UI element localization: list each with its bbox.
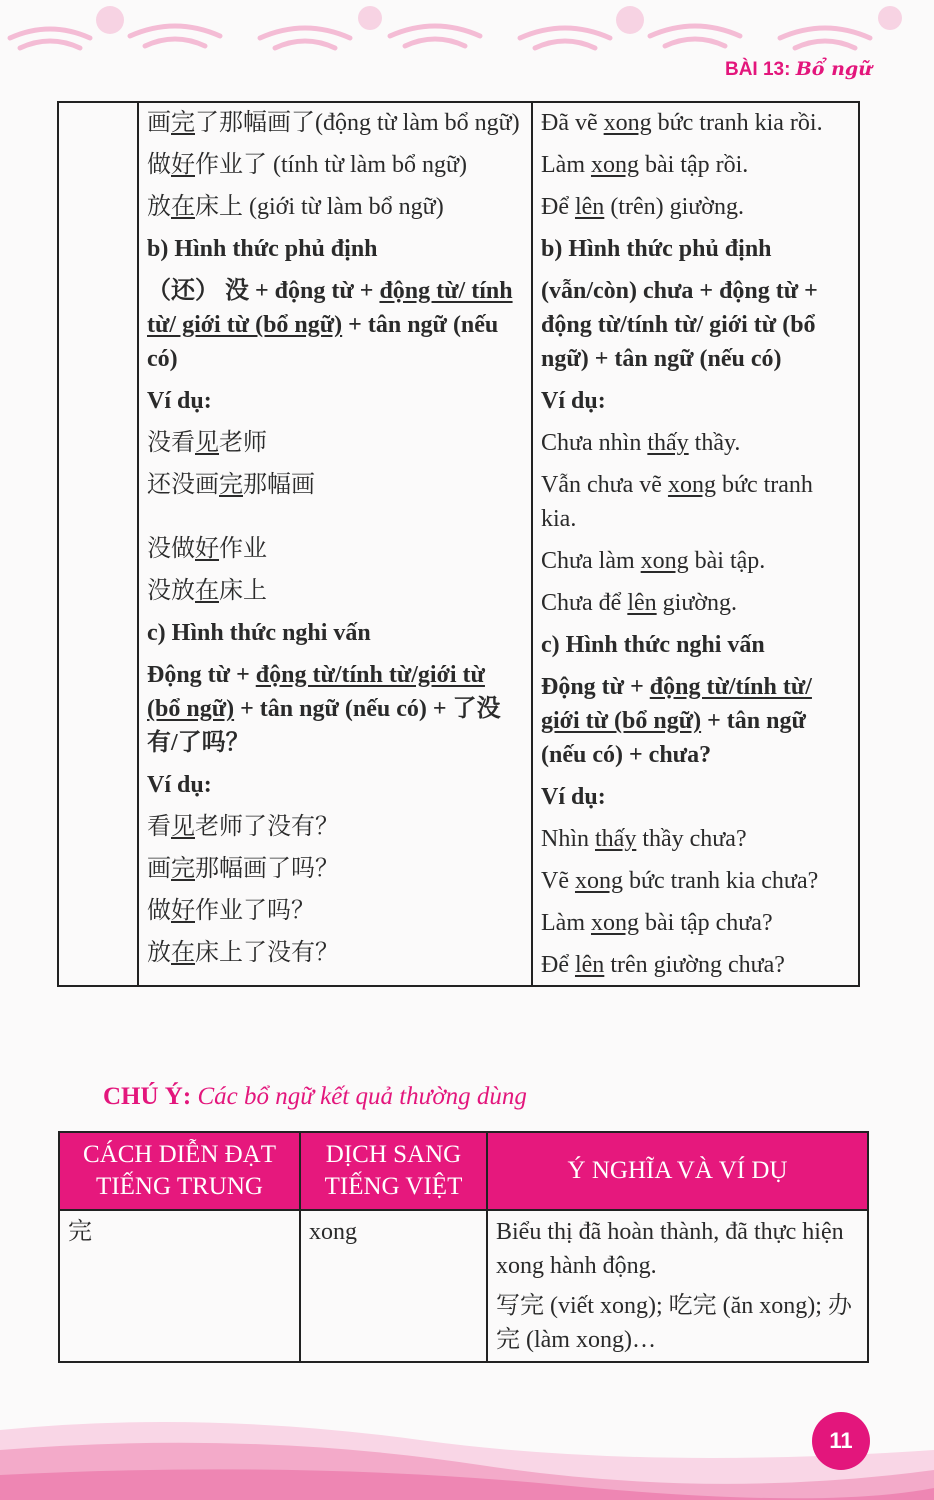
underlined-segment: xong [590,910,639,936]
vietnamese-line [533,143,858,187]
underlined-segment: động từ/tính từ/giới từ (bổ ngữ) [147,662,485,722]
vietnamese-column [532,102,859,986]
text-segment: 放 [147,194,171,220]
underlined-segment: 见 [171,814,195,840]
header-chinese: CÁCH DIỄN ĐẠT TIẾNG TRUNG [59,1132,300,1210]
text-segment: Động từ + [541,674,650,700]
top-decoration [0,0,934,60]
chinese-line [139,529,531,569]
underlined-segment: 完 [219,472,243,498]
text-segment: 床上 (giới từ làm bổ ngữ) [195,194,444,220]
text-segment: thầy chưa? [636,826,747,852]
underlined-segment: 见 [195,430,219,456]
vietnamese-line [533,103,858,143]
underlined-segment: lên [574,194,605,220]
vietnamese-line [533,817,858,861]
vietnamese-line [533,227,858,271]
text-segment: bức tranh kia. [541,472,813,532]
meaning-examples: 写完 (viết xong); 吃完 (ăn xong); 办完 (làm xong)… [496,1293,852,1353]
underlined-segment: 在 [171,194,195,220]
cell-chinese: 完 [59,1210,300,1362]
underlined-segment: xong [640,548,689,574]
text-segment: 看 [147,814,171,840]
note-text: Các bổ ngữ kết quả thường dùng [197,1083,527,1110]
text-segment: 放 [147,940,171,966]
vietnamese-line [533,581,858,625]
vietnamese-line [533,423,858,463]
text-segment: （还） 没 + động từ + [147,278,380,304]
underlined-segment: 完 [171,856,195,882]
text-segment: bức tranh kia rồi. [651,110,823,136]
chinese-line [139,765,531,805]
text-segment: giường. [656,590,738,616]
underlined-segment: xong [667,472,716,498]
text-segment: (vẫn/còn) chưa + động từ + động từ/tính từ/ giới từ (bổ ngữ) + tân ngữ (nếu có) [541,278,818,372]
text-segment: Để [541,952,575,978]
text-segment: 那幅画了吗？ [195,856,339,882]
chinese-line [139,889,531,933]
chinese-line [139,379,531,423]
chinese-line [139,569,531,613]
header-vietnamese: DỊCH SANG TIẾNG VIỆT [300,1132,487,1210]
text-segment: 还没画 [147,472,219,498]
text-segment: trên giường chưa? [604,952,785,978]
cell-vietnamese: xong [300,1210,487,1362]
bottom-decoration [0,1370,934,1500]
chinese-line [139,271,531,379]
text-segment: Chưa làm [541,548,641,574]
complement-table [58,1131,869,1363]
underlined-segment: thấy [647,430,689,456]
text-segment: + tân ngữ (nếu có) + 了没有/了吗？ [147,696,501,756]
text-segment: 了那幅画了(động từ làm bổ ngữ) [195,110,520,136]
text-segment: 画 [147,110,171,136]
vietnamese-line [533,945,858,985]
underlined-segment: động từ/tính từ/ giới từ (bổ ngữ) [541,674,812,734]
header-meaning: Ý NGHĨA VÀ VÍ DỤ [487,1132,868,1210]
text-segment: 做 [147,898,171,924]
text-segment: bài tập. [688,548,766,574]
text-segment: Nhìn [541,826,595,852]
underlined-segment: thấy [595,826,637,852]
note-heading [103,1083,527,1111]
page-number: 11 [812,1412,870,1470]
text-segment: Ví dụ: [541,784,606,810]
chinese-line [139,849,531,889]
vietnamese-line [533,665,858,777]
chinese-line [139,463,531,507]
text-segment: Ví dụ: [147,772,212,798]
text-segment: 那幅画 [243,472,315,498]
vietnamese-line [533,861,858,901]
underlined-segment: 在 [195,578,219,604]
chinese-line [139,227,531,271]
underlined-segment: động từ/ tính từ/ giới từ (bổ ngữ) [147,278,513,338]
text-segment: Làm [541,910,591,936]
lesson-header [725,58,872,81]
text-segment: b) Hình thức phủ định [147,236,378,262]
lesson-number: BÀI 13: [724,59,791,80]
text-segment: Ví dụ: [147,388,212,414]
text-segment: 没看 [147,430,195,456]
vietnamese-line [533,901,858,945]
text-segment: Chưa nhìn [541,430,648,456]
chinese-line [139,103,531,143]
text-segment: bài tập rồi. [638,152,749,178]
underlined-segment: lên [627,590,657,616]
underlined-segment: 好 [171,152,195,178]
text-segment: 画 [147,856,171,882]
underlined-segment: 好 [171,898,195,924]
text-segment: 做 [147,152,171,178]
text-segment: 作业 [219,536,267,562]
meaning-text: Biểu thị đã hoàn thành, đã thực hiện xong hành động. [496,1219,844,1279]
text-segment: 作业了 (tính từ làm bổ ngữ) [195,152,467,178]
vietnamese-line [533,187,858,227]
text-segment: 没放 [147,578,195,604]
cell-meaning [487,1210,868,1362]
vietnamese-line [533,379,858,423]
text-segment: + tân ngữ (nếu có) [147,312,499,372]
text-segment: c) Hình thức nghi vấn [541,632,765,658]
underlined-segment: xong [590,152,639,178]
text-segment: 作业了吗？ [195,898,315,924]
underlined-segment: 好 [195,536,219,562]
text-segment: c) Hình thức nghi vấn [147,620,371,646]
text-segment: Vẽ [541,868,575,894]
text-segment: 老师 [219,430,267,456]
text-segment: b) Hình thức phủ định [541,236,772,262]
vietnamese-line [533,271,858,379]
chinese-column [138,102,532,986]
chinese-line [139,423,531,463]
chinese-line [139,805,531,849]
underlined-segment: xong [603,110,652,136]
text-segment: Đã vẽ [541,110,604,136]
complement-table-header [59,1132,868,1210]
chinese-line [139,653,531,765]
underlined-segment: xong [574,868,623,894]
text-segment: (trên) giường. [604,194,744,220]
lesson-subtitle: Bổ ngữ [795,58,872,80]
chinese-line [139,613,531,653]
text-segment: 床上了没有？ [195,940,339,966]
text-segment: bức tranh kia chưa? [622,868,819,894]
text-segment: Làm [541,152,591,178]
grammar-table [57,101,860,987]
note-label: CHÚ Ý: [103,1083,192,1110]
underlined-segment: 完 [171,110,195,136]
vietnamese-line [533,541,858,581]
text-segment: Để [541,194,575,220]
text-segment: 床上 [219,578,267,604]
text-segment: 老师了没有？ [195,814,339,840]
chinese-line [139,187,531,227]
underlined-segment: 在 [171,940,195,966]
vietnamese-line [533,625,858,665]
chinese-line [139,933,531,973]
text-segment: 没做 [147,536,195,562]
text-segment: Vẫn chưa vẽ [541,472,668,498]
text-segment: Ví dụ: [541,388,606,414]
text-segment: bài tập chưa? [638,910,773,936]
underlined-segment: lên [574,952,605,978]
vietnamese-line [533,463,858,541]
text-segment: + tân ngữ (nếu có) + chưa? [541,708,806,768]
vietnamese-line [533,777,858,817]
chinese-line [139,143,531,187]
grammar-label-cell [58,102,138,986]
text-segment: Chưa để [541,590,628,616]
text-segment: thầy. [688,430,741,456]
text-segment: Động từ + [147,662,256,688]
table-row [59,1210,868,1362]
